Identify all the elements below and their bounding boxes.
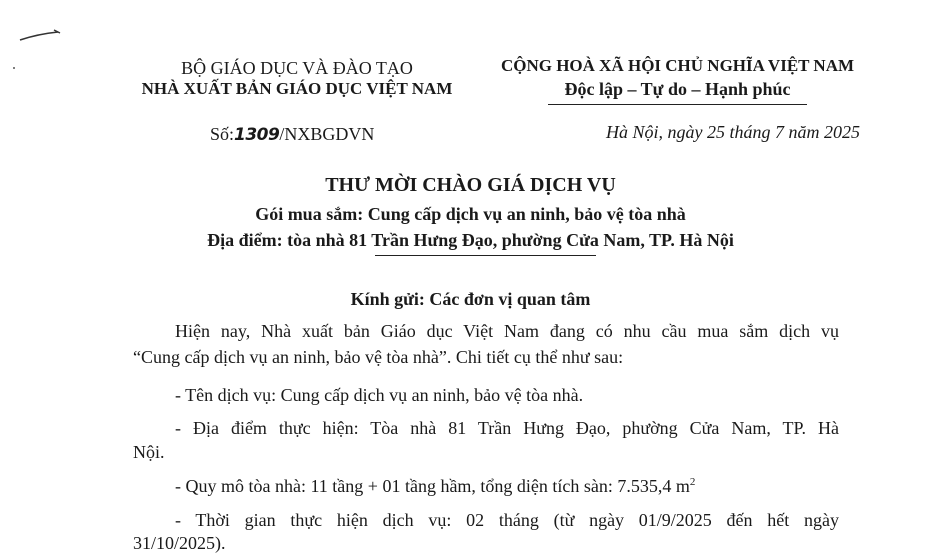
doc-number-suffix: /NXBGDVN xyxy=(279,124,375,144)
area-unit-superscript: 2 xyxy=(689,476,696,488)
greeting: Kính gửi: Các đơn vị quan tâm xyxy=(350,289,591,309)
location-item-line1: - Địa điểm thực hiện: Tòa nhà 81 Trần Hưng Đạo, phường Cửa Nam, TP. Hà xyxy=(175,418,839,438)
letter-title: THƯ MỜI CHÀO GIÁ DỊCH VỤ xyxy=(325,174,616,196)
motto: Độc lập – Tự do – Hạnh phúc xyxy=(564,79,791,99)
building-scale-item xyxy=(175,476,695,497)
publisher-name: NHÀ XUẤT BẢN GIÁO DỤC VIỆT NAM xyxy=(141,79,453,98)
building-scale-text: - Quy mô tòa nhà: 11 tầng + 01 tầng hầm, tổng diện tích sàn: 7.535,4 m xyxy=(175,476,690,496)
package-subtitle: Gói mua sắm: Cung cấp dịch vụ an ninh, bảo vệ tòa nhà xyxy=(255,204,686,224)
motto-underline xyxy=(548,104,807,105)
duration-item-line1: - Thời gian thực hiện dịch vụ: 02 tháng (từ ngày 01/9/2025 đến hết ngày xyxy=(175,510,839,530)
document-number xyxy=(210,124,374,145)
location-underline xyxy=(375,255,596,256)
ministry-name: BỘ GIÁO DỤC VÀ ĐÀO TẠO xyxy=(181,58,413,78)
doc-number-prefix: Số: xyxy=(210,124,235,144)
location-subtitle: Địa điểm: tòa nhà 81 Trần Hưng Đạo, phường Cửa Nam, TP. Hà Nội xyxy=(207,230,734,250)
doc-number-handwritten: 1309 xyxy=(234,125,280,145)
service-name-item: - Tên dịch vụ: Cung cấp dịch vụ an ninh, bảo vệ tòa nhà. xyxy=(175,385,584,405)
duration-item-line2: 31/10/2025). xyxy=(133,533,226,553)
location-item-line2: Nội. xyxy=(133,442,165,462)
country-name: CỘNG HOÀ XÃ HỘI CHỦ NGHĨA VIỆT NAM xyxy=(500,56,855,75)
pen-stroke-mark xyxy=(8,14,68,84)
intro-paragraph-line1: Hiện nay, Nhà xuất bản Giáo dục Việt Nam đang có nhu cầu mua sắm dịch vụ xyxy=(175,321,839,341)
place-date: Hà Nội, ngày 25 tháng 7 năm 2025 xyxy=(606,122,860,142)
intro-paragraph-line2: “Cung cấp dịch vụ an ninh, bảo vệ tòa nhà”. Chi tiết cụ thể như sau: xyxy=(133,347,624,367)
